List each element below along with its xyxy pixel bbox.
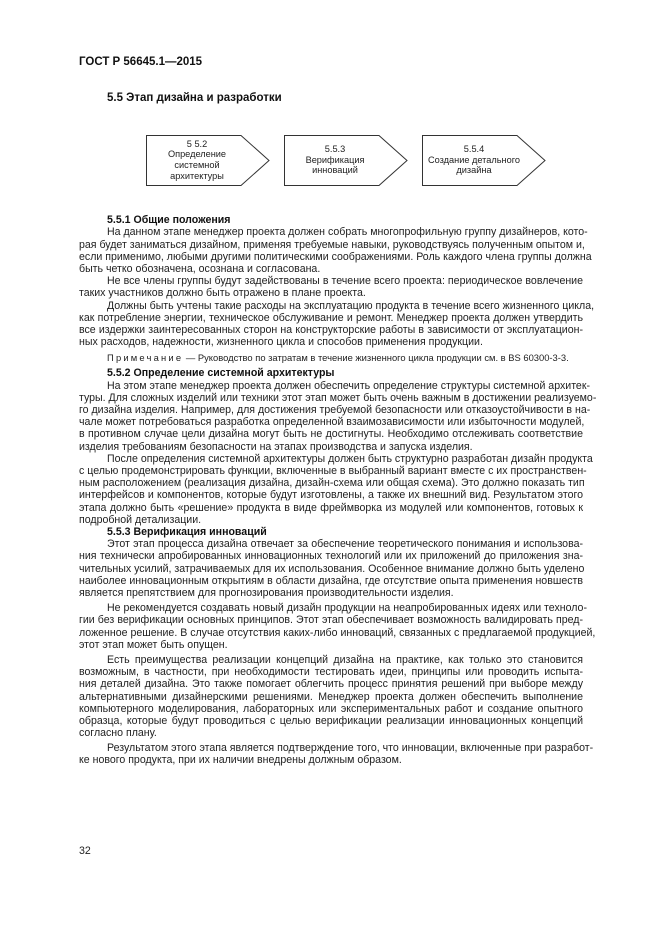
- paragraph: [79, 379, 597, 453]
- text-line: в противном случае цели дизайна могут быть не достигнуты. Необходимо отслеживать соответствие: [79, 428, 583, 441]
- note-label: Примечание: [107, 352, 184, 364]
- paragraph: [79, 299, 595, 349]
- text-line: как потребление энергии, техническое обслуживание и ремонт. Менеджер проекта должен утвердить: [79, 311, 583, 324]
- section-title: 5.5 Этап дизайна и разработки: [107, 92, 282, 104]
- text-line: ным расположением (реализация дизайна, дизайн-схема или общая схема). Это должно показать тип: [79, 477, 585, 490]
- text-line: является препятствием для прогнозирования производительности изделия.: [79, 587, 454, 600]
- paragraph: [79, 654, 583, 739]
- flow-step-number: 5.5.4: [463, 144, 485, 155]
- text-line: интерфейсов и компонентов, которые будут изготовлены, а также их внешний вид. Результатом этого: [79, 489, 583, 502]
- paragraph: [79, 602, 596, 651]
- document-header: ГОСТ Р 56645.1—2015: [79, 56, 203, 68]
- subsection-title-5-5-3: 5.5.3 Верификация инноваций: [107, 525, 267, 538]
- text-line: изделия требованиям безопасности на этапах производства и запуска изделия.: [79, 440, 473, 453]
- text-line: Не все члены группы будут задействованы в течение всего проекта: периодическое вовлечение: [107, 275, 583, 288]
- paragraph: [79, 452, 593, 526]
- process-flow-diagram: [146, 135, 566, 191]
- text-line: ке нового продукта, при их наличии внедрены должным образом.: [79, 754, 402, 767]
- text-line: этот этап может быть опущен.: [79, 638, 228, 651]
- paragraph: [79, 275, 583, 299]
- text-line: ных расходов, надежности, жизненного цикла и способов применения продукции.: [79, 336, 483, 349]
- text-line: После определения системной архитектуры должен быть структурно разработан дизайн продукта: [107, 452, 593, 465]
- flow-step-text: системной: [174, 160, 220, 170]
- text-line: На этом этапе менеджер проекта должен обеспечить определение структуры системной архитек-: [107, 379, 590, 392]
- text-line: чале может потребоваться разработка определенной взаимозависимости или избыточности модулей,: [79, 416, 585, 429]
- text-line: гии без верификации основных принципов. Этот этап обеспечивает возможность валидировать пред-: [79, 614, 583, 627]
- flow-step-label: [290, 135, 380, 185]
- flow-step-text: Верификация: [305, 154, 365, 165]
- text-line: согласно плану.: [79, 727, 157, 740]
- document-body: [79, 214, 597, 767]
- text-line: Не рекомендуется создавать новый дизайн продукции на неапробированных идеях или техноло-: [107, 602, 587, 615]
- text-line: Этот этап процесса дизайна отвечает за обеспечение теоретического понимания и использова-: [107, 538, 583, 551]
- page-number: 32: [79, 845, 91, 857]
- paragraph: [79, 538, 583, 599]
- paragraph: [79, 742, 594, 767]
- paragraph: [79, 226, 592, 275]
- flow-step-detailed-design: [422, 135, 544, 185]
- text-line: Результатом этого этапа является подтверждение того, что инновации, включенные при разработ-: [107, 742, 594, 755]
- text-line: рая будет заниматься дизайном, применяя требуемые навыки, руководствуясь полученным опытом и,: [79, 238, 585, 251]
- text-line: Есть преимущества реализации концепций дизайна на практике, как только это становится: [107, 653, 583, 666]
- text-line: образца, которые будут проводиться с целью верификации реализации инновационных концепций: [79, 714, 583, 727]
- text-line: с целью продемонстрировать функции, включенные в выбранный вариант вместе с их пространствен-: [79, 464, 587, 477]
- subsection-title-5-5-1: 5.5.1 Общие положения: [107, 214, 231, 226]
- flow-step-label: [424, 135, 524, 185]
- text-line: ния деталей дизайна. Это также помогает облегчить процесс принятия решений при выборе между: [79, 678, 583, 691]
- text-line: быть четко обозначена, осознана и согласована.: [79, 262, 321, 275]
- flow-step-text: инноваций: [312, 165, 358, 176]
- flow-step-text: Создание детального: [428, 154, 520, 165]
- note: [79, 351, 583, 365]
- text-line: альтернативными дизайнерскими решениями. Менеджер проекта должен обеспечить выполнение: [79, 690, 583, 703]
- subsection-title-5-5-2: 5.5.2 Определение системной архитектуры: [107, 367, 335, 380]
- flow-step-text: Определение: [167, 149, 227, 160]
- text-line: возможным, в частности, при необходимости тестировать идеи, принципы или проводить испыта-: [79, 666, 583, 679]
- text-line: чительных усилий, затрачиваемых для их использования. Особенное внимание должно быть уделено: [79, 562, 585, 575]
- text-line: ложенное решение. В случае отсутствия каких-либо инноваций, связанных с предлагаемой продукцией,: [79, 626, 596, 639]
- text-line: На данном этапе менеджер проекта должен собрать многопрофильную группу дизайнеров, кото-: [107, 226, 588, 239]
- text-line: туры. Для сложных изделий или техники этот этап может быть очень важным в достижении реализуемо-: [79, 391, 597, 404]
- text-line: го дизайна изделия. Например, для достижения требуемой безопасности или отказоустойчивости в на-: [79, 404, 591, 417]
- text-line: все издержки заинтересованных сторон на конструкторские работы в зависимости от эксплуатацион-: [79, 323, 583, 336]
- flow-step-innovation-verification: [284, 135, 406, 185]
- flow-step-text: дизайна: [456, 165, 492, 176]
- text-line: ния технически апробированных инновационных технологий или их приложений до приложения зна-: [79, 550, 583, 563]
- flow-step-system-architecture: [146, 135, 268, 185]
- flow-step-label: [152, 135, 242, 185]
- text-line: подробной детализации.: [79, 513, 202, 526]
- text-line: этапа должно быть «решение» продукта в виде фреймворка из модулей или компонентов, готовых к: [79, 501, 583, 514]
- flow-step-number: 5 5.2: [186, 138, 208, 149]
- flow-step-text: архитектуры: [170, 170, 224, 181]
- text-line: если применимо, любыми другими политическими соображениями. Роль каждого члена группы должна: [79, 250, 592, 263]
- text-line: таких участников должно быть отражено в плане проекта.: [79, 287, 366, 300]
- text-line: Должны быть учтены такие расходы на эксплуатацию продукта в течение всего жизненного цикла,: [107, 299, 595, 312]
- text-line: компьютерного моделирования, лабораторных или экспериментальных работ и создание опытного: [79, 702, 583, 715]
- flow-step-number: 5.5.3: [324, 144, 346, 155]
- note-text: — Руководство по затратам в течение жизненного цикла продукции см. в BS 60300-3-3.: [183, 352, 569, 364]
- text-line: наиболее инновационным открытиям в области дизайна, где отсутствие опыта применения новшеств: [79, 574, 583, 587]
